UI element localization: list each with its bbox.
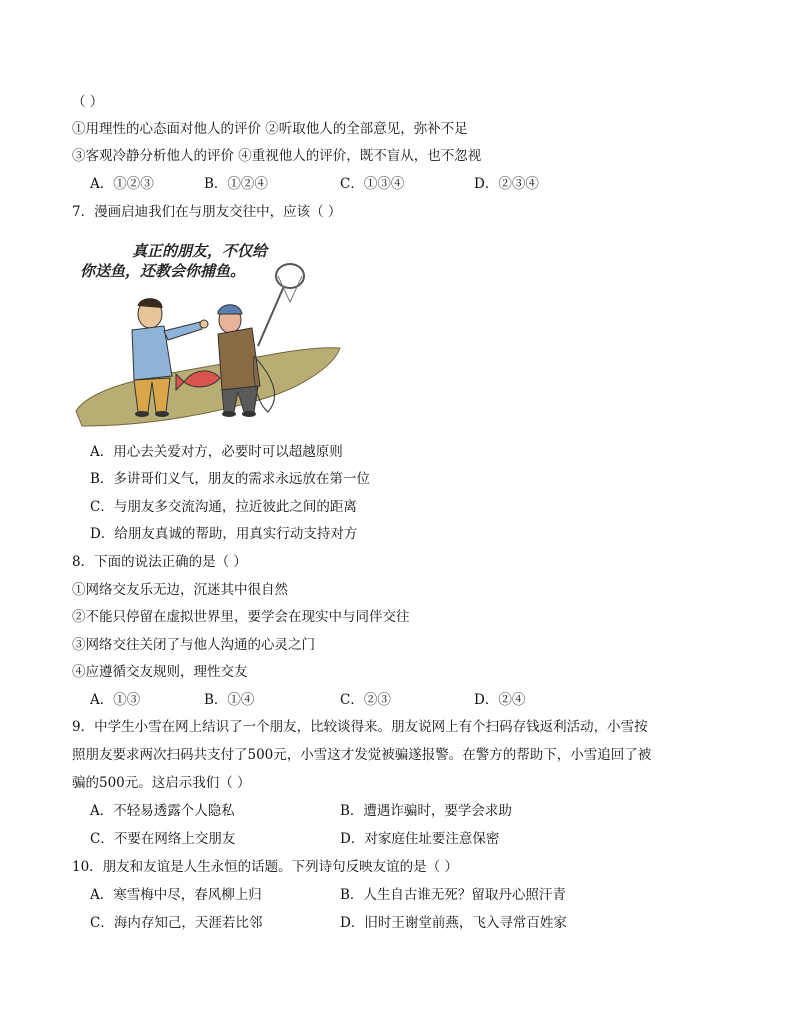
q6-statement-1: ①用理性的心态面对他人的评价 ②听取他人的全部意见，弥补不足 bbox=[72, 121, 468, 137]
q8-option-b: B．①④ bbox=[204, 692, 255, 708]
q6-option-a: A．①②③ bbox=[90, 176, 154, 192]
q10-stem: 10．朋友和友谊是人生永恒的话题。下列诗句反映友谊的是（ ） bbox=[72, 859, 458, 875]
q7-option-b: B．多讲哥们义气，朋友的需求永远放在第一位 bbox=[90, 471, 370, 487]
q7-option-c: C．与朋友多交流沟通，拉近彼此之间的距离 bbox=[90, 499, 357, 515]
q8-option-c: C．②③ bbox=[340, 692, 391, 708]
q9-option-a: A．不轻易透露个人隐私 bbox=[90, 803, 235, 819]
cartoon-caption-line1: 真正的朋友，不仅给 bbox=[132, 242, 268, 260]
q8-statement-3: ③网络交往关闭了与他人沟通的心灵之门 bbox=[72, 637, 315, 653]
q6-stem-tail: （ ） bbox=[72, 94, 104, 110]
q8-statement-4: ④应遵循交友规则，理性交友 bbox=[72, 664, 248, 680]
q7-stem: 7．漫画启迪我们在与朋友交往中，应该（ ） bbox=[72, 204, 342, 220]
q10-option-c: C．海内存知己，天涯若比邻 bbox=[90, 915, 263, 931]
q9-option-d: D．对家庭住址要注意保密 bbox=[340, 831, 500, 847]
q10-option-a: A．寒雪梅中尽，春风柳上归 bbox=[90, 887, 262, 903]
q9-stem-line-1: 9．中学生小雪在网上结识了一个朋友，比较谈得来。朋友说网上有个扫码存钱返利活动，小雪按 bbox=[72, 719, 648, 735]
q7-option-d: D．给朋友真诚的帮助，用真实行动支持对方 bbox=[90, 526, 358, 542]
q8-statement-1: ①网络交友乐无边，沉迷其中很自然 bbox=[72, 582, 288, 598]
q10-option-d: D．旧时王谢堂前燕，飞入寻常百姓家 bbox=[340, 915, 567, 931]
q9-option-b: B．遭遇诈骗时，要学会求助 bbox=[340, 803, 512, 819]
q9-option-c: C．不要在网络上交朋友 bbox=[90, 831, 236, 847]
cartoon-caption-line2: 你送鱼，还教会你捕鱼。 bbox=[80, 262, 246, 280]
q7-option-a: A．用心去关爱对方，必要时可以超越原则 bbox=[90, 444, 343, 460]
q9-stem-line-2: 照朋友要求两次扫码共支付了500元，小雪这才发觉被骗遂报警。在警方的帮助下，小雪追回了被 bbox=[72, 747, 652, 763]
q9-stem-line-3: 骗的500元。这启示我们（ ） bbox=[72, 775, 251, 791]
q6-statement-2: ③客观冷静分析他人的评价 ④重视他人的评价，既不盲从，也不忽视 bbox=[72, 148, 482, 164]
q10-option-b: B．人生自古谁无死？留取丹心照汗青 bbox=[340, 887, 566, 903]
fishing-net-pole bbox=[258, 286, 284, 346]
q8-statement-2: ②不能只停留在虚拟世界里，要学会在现实中与同伴交往 bbox=[72, 609, 410, 625]
q8-stem: 8．下面的说法正确的是（ ） bbox=[72, 554, 247, 570]
q8-option-a: A．①③ bbox=[90, 692, 141, 708]
ground-patch bbox=[76, 348, 340, 426]
friendship-fishing-cartoon bbox=[72, 236, 344, 428]
q6-option-b: B．①②④ bbox=[204, 176, 268, 192]
q6-option-c: C．①③④ bbox=[340, 176, 405, 192]
q8-option-d: D．②④ bbox=[474, 692, 526, 708]
q6-option-d: D．②③④ bbox=[474, 176, 539, 192]
